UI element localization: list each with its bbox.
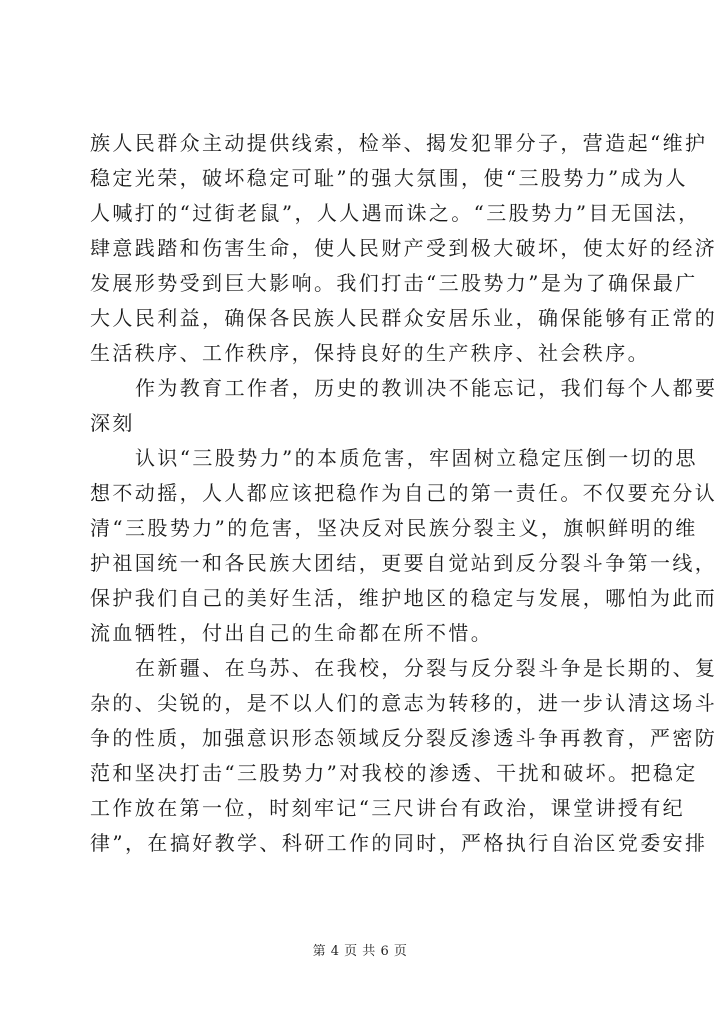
text-line: 肆意践踏和伤害生命，使人民财产受到极大破坏，使太好的经济 xyxy=(90,236,718,260)
text-line: 护祖国统一和各民族大团结，更要自觉站到反分裂斗争第一线， xyxy=(90,551,718,575)
text-line: 作为教育工作者，历史的教训决不能忘记，我们每个人都要 xyxy=(135,376,718,400)
paragraph-3 xyxy=(90,441,718,651)
text-line: 人喊打的“过街老鼠”，人人遇而诛之。“三股势力”目无国法， xyxy=(90,201,701,225)
paragraph-2 xyxy=(90,371,718,441)
paragraph-4 xyxy=(90,651,718,861)
text-line: 争的性质，加强意识形态领域反分裂反渗透斗争再教育，严密防 xyxy=(90,726,718,750)
text-line: 想不动摇，人人都应该把稳作为自己的第一责任。不仅要充分认 xyxy=(90,481,718,505)
text-line: 保护我们自己的美好生活，维护地区的稳定与发展，哪怕为此而 xyxy=(90,586,718,610)
text-line: 工作放在第一位，时刻牢记“三尺讲台有政治，课堂讲授有纪 xyxy=(90,796,686,820)
text-line: 大人民利益，确保各民族人民群众安居乐业，确保能够有正常的 xyxy=(90,306,718,330)
paragraph-1 xyxy=(90,126,718,371)
text-line: 稳定光荣，破坏稳定可耻”的强大氛围，使“三股势力”成为人 xyxy=(90,166,688,190)
text-line: 发展形势受到巨大影响。我们打击“三股势力”是为了确保最广 xyxy=(90,271,698,295)
page-number-footer: 第 4 页 共 6 页 xyxy=(312,944,408,959)
text-line: 清“三股势力”的危害，坚决反对民族分裂主义，旗帜鲜明的维 xyxy=(90,516,698,540)
document-body xyxy=(90,126,718,861)
text-line: 杂的、尖锐的，是不以人们的意志为转移的，进一步认清这场斗 xyxy=(90,691,718,715)
text-line: 族人民群众主动提供线索，检举、揭发犯罪分子，营造起“维护 xyxy=(90,131,708,155)
text-line: 生活秩序、工作秩序，保持良好的生产秩序、社会秩序。 xyxy=(90,341,650,365)
text-line: 范和坚决打击“三股势力”对我校的渗透、干扰和破坏。把稳定 xyxy=(90,761,698,785)
text-line: 在新疆、在乌苏、在我校，分裂与反分裂斗争是长期的、复 xyxy=(135,656,718,680)
text-line: 认识“三股势力”的本质危害，牢固树立稳定压倒一切的思 xyxy=(135,446,698,470)
text-line: 深刻 xyxy=(90,411,135,435)
text-line: 律”，在搞好教学、科研工作的同时，严格执行自治区党委安排 xyxy=(90,831,708,855)
text-line: 流血牺牲，付出自己的生命都在所不惜。 xyxy=(90,621,494,645)
